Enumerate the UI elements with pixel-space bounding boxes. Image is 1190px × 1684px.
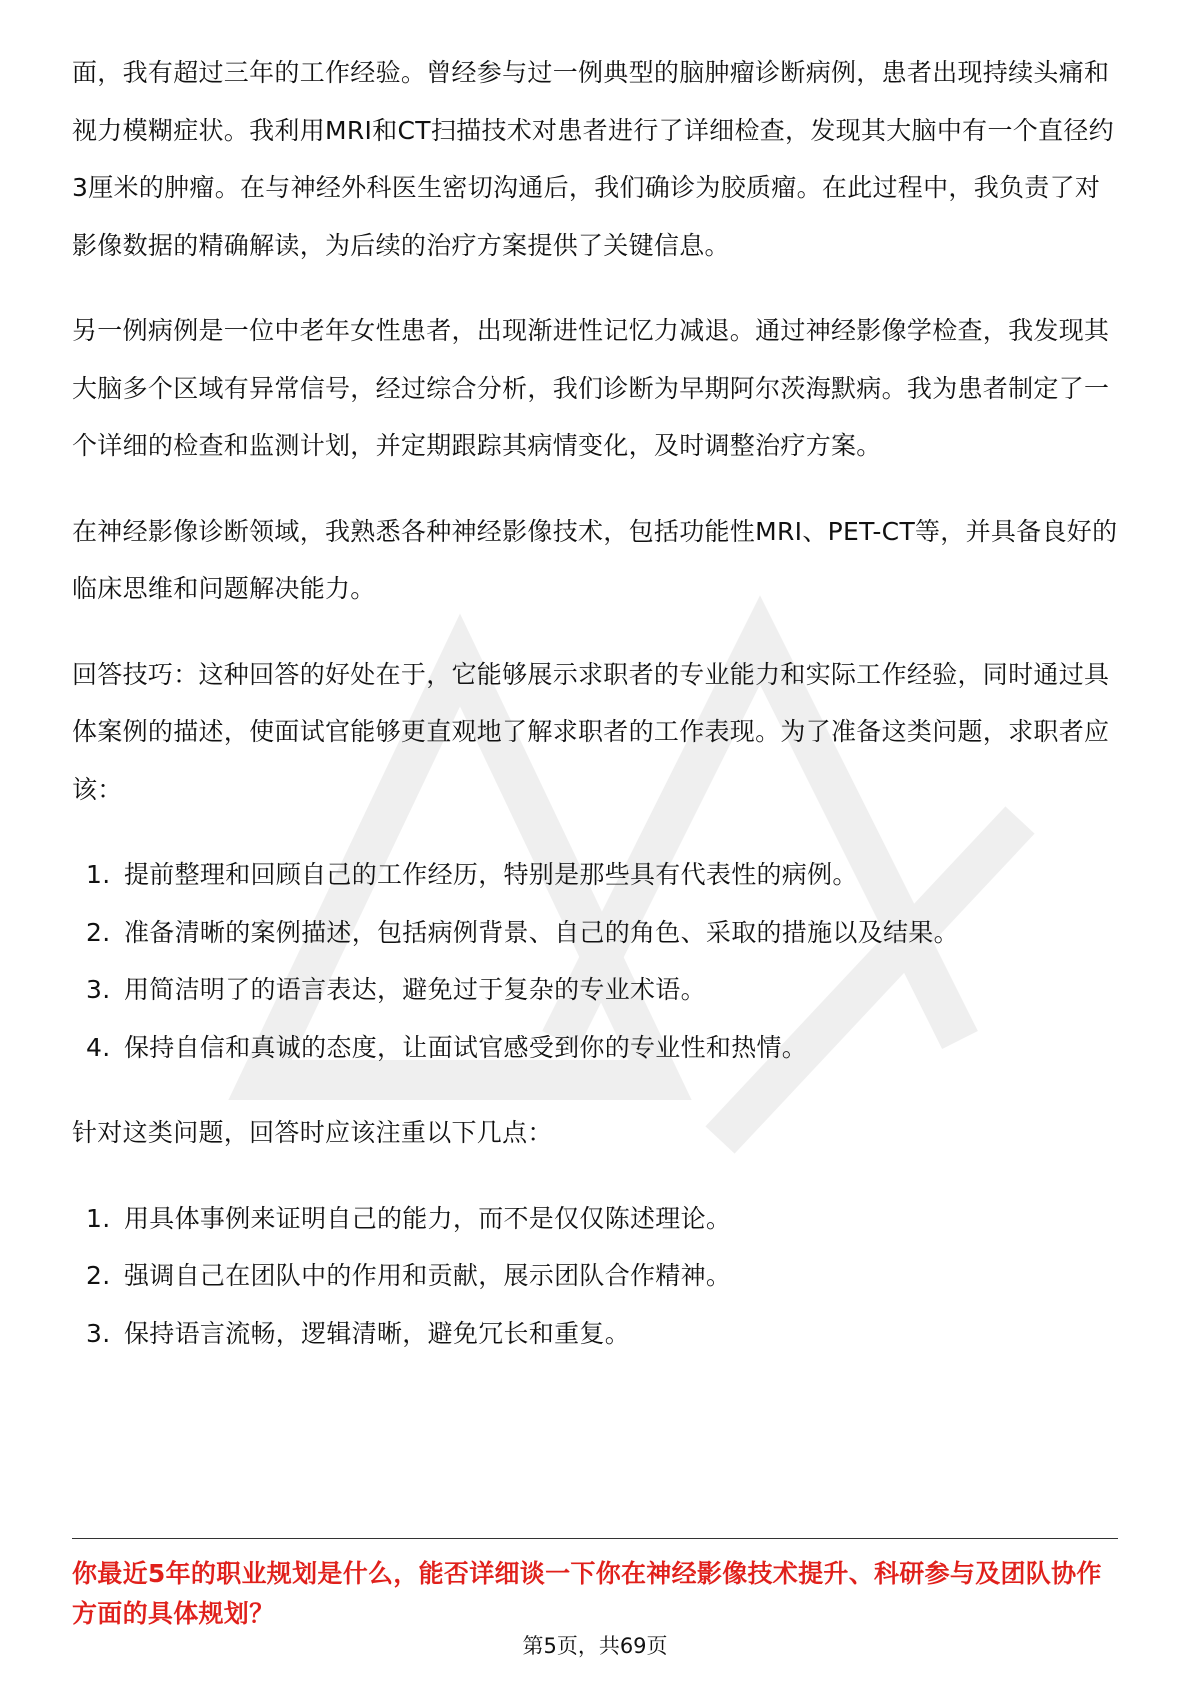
- list-item: 2. 准备清晰的案例描述，包括病例背景、自己的角色、采取的措施以及结果。: [86, 917, 959, 947]
- list-item: 1. 提前整理和回顾自己的工作经历，特别是那些具有代表性的病例。: [86, 860, 858, 889]
- paragraph-1: 面，我有超过三年的工作经验。曾经参与过一例典型的脑肿瘤诊断病例，患者出现持续头痛和视力模糊症状。我利用MRI和CT扫描技术对患者进行了详细检查，发现其大脑中有一个直径约3厘米的肿瘤。在与神经外科医生密切沟通后，我们确诊为胶质瘤。在此过程中，我负责了对影像数据的精确解读，为后续的治疗方案提供了关键信息。: [72, 58, 1114, 260]
- list-item: 4. 保持自信和真诚的态度，让面试官感受到你的专业性和热情。: [86, 1032, 808, 1062]
- paragraph-2: 另一例病例是一位中老年女性患者，出现渐进性记忆力减退。通过神经影像学检查，我发现其大脑多个区域有异常信号，经过综合分析，我们诊断为早期阿尔茨海默病。我为患者制定了一个详细的检查和监测计划，并定期跟踪其病情变化，及时调整治疗方案。: [72, 316, 1110, 460]
- preparation-list: [72, 846, 1118, 1076]
- list-item: 1. 用具体事例来证明自己的能力，而不是仅仅陈述理论。: [86, 1203, 732, 1233]
- paragraph-3: 在神经影像诊断领域，我熟悉各种神经影像技术，包括功能性MRI、PET-CT等，并具备良好的临床思维和问题解决能力。: [72, 516, 1118, 603]
- key-points-list: [72, 1190, 1118, 1363]
- list-item: 3. 保持语言流畅，逻辑清晰，避免冗长和重复。: [86, 1318, 631, 1348]
- list-item: 3. 用简洁明了的语言表达，避免过于复杂的专业术语。: [86, 975, 706, 1004]
- list-item: 2. 强调自己在团队中的作用和贡献，展示团队合作精神。: [86, 1261, 732, 1290]
- main-content: [72, 44, 1118, 1390]
- section-divider: [72, 1538, 1118, 1539]
- next-question-heading: 你最近5年的职业规划是什么，能否详细谈一下你在神经影像技术提升、科研参与及团队协作方面的具体规划？: [72, 1559, 1102, 1628]
- page-number: 第5页，共69页: [522, 1634, 668, 1658]
- paragraph-answer-tips: 回答技巧：这种回答的好处在于，它能够展示求职者的专业能力和实际工作经验，同时通过具体案例的描述，使面试官能够更直观地了解求职者的工作表现。为了准备这类问题，求职者应该：: [72, 659, 1110, 804]
- paragraph-key-points: 针对这类问题，回答时应该注重以下几点：: [72, 1118, 553, 1147]
